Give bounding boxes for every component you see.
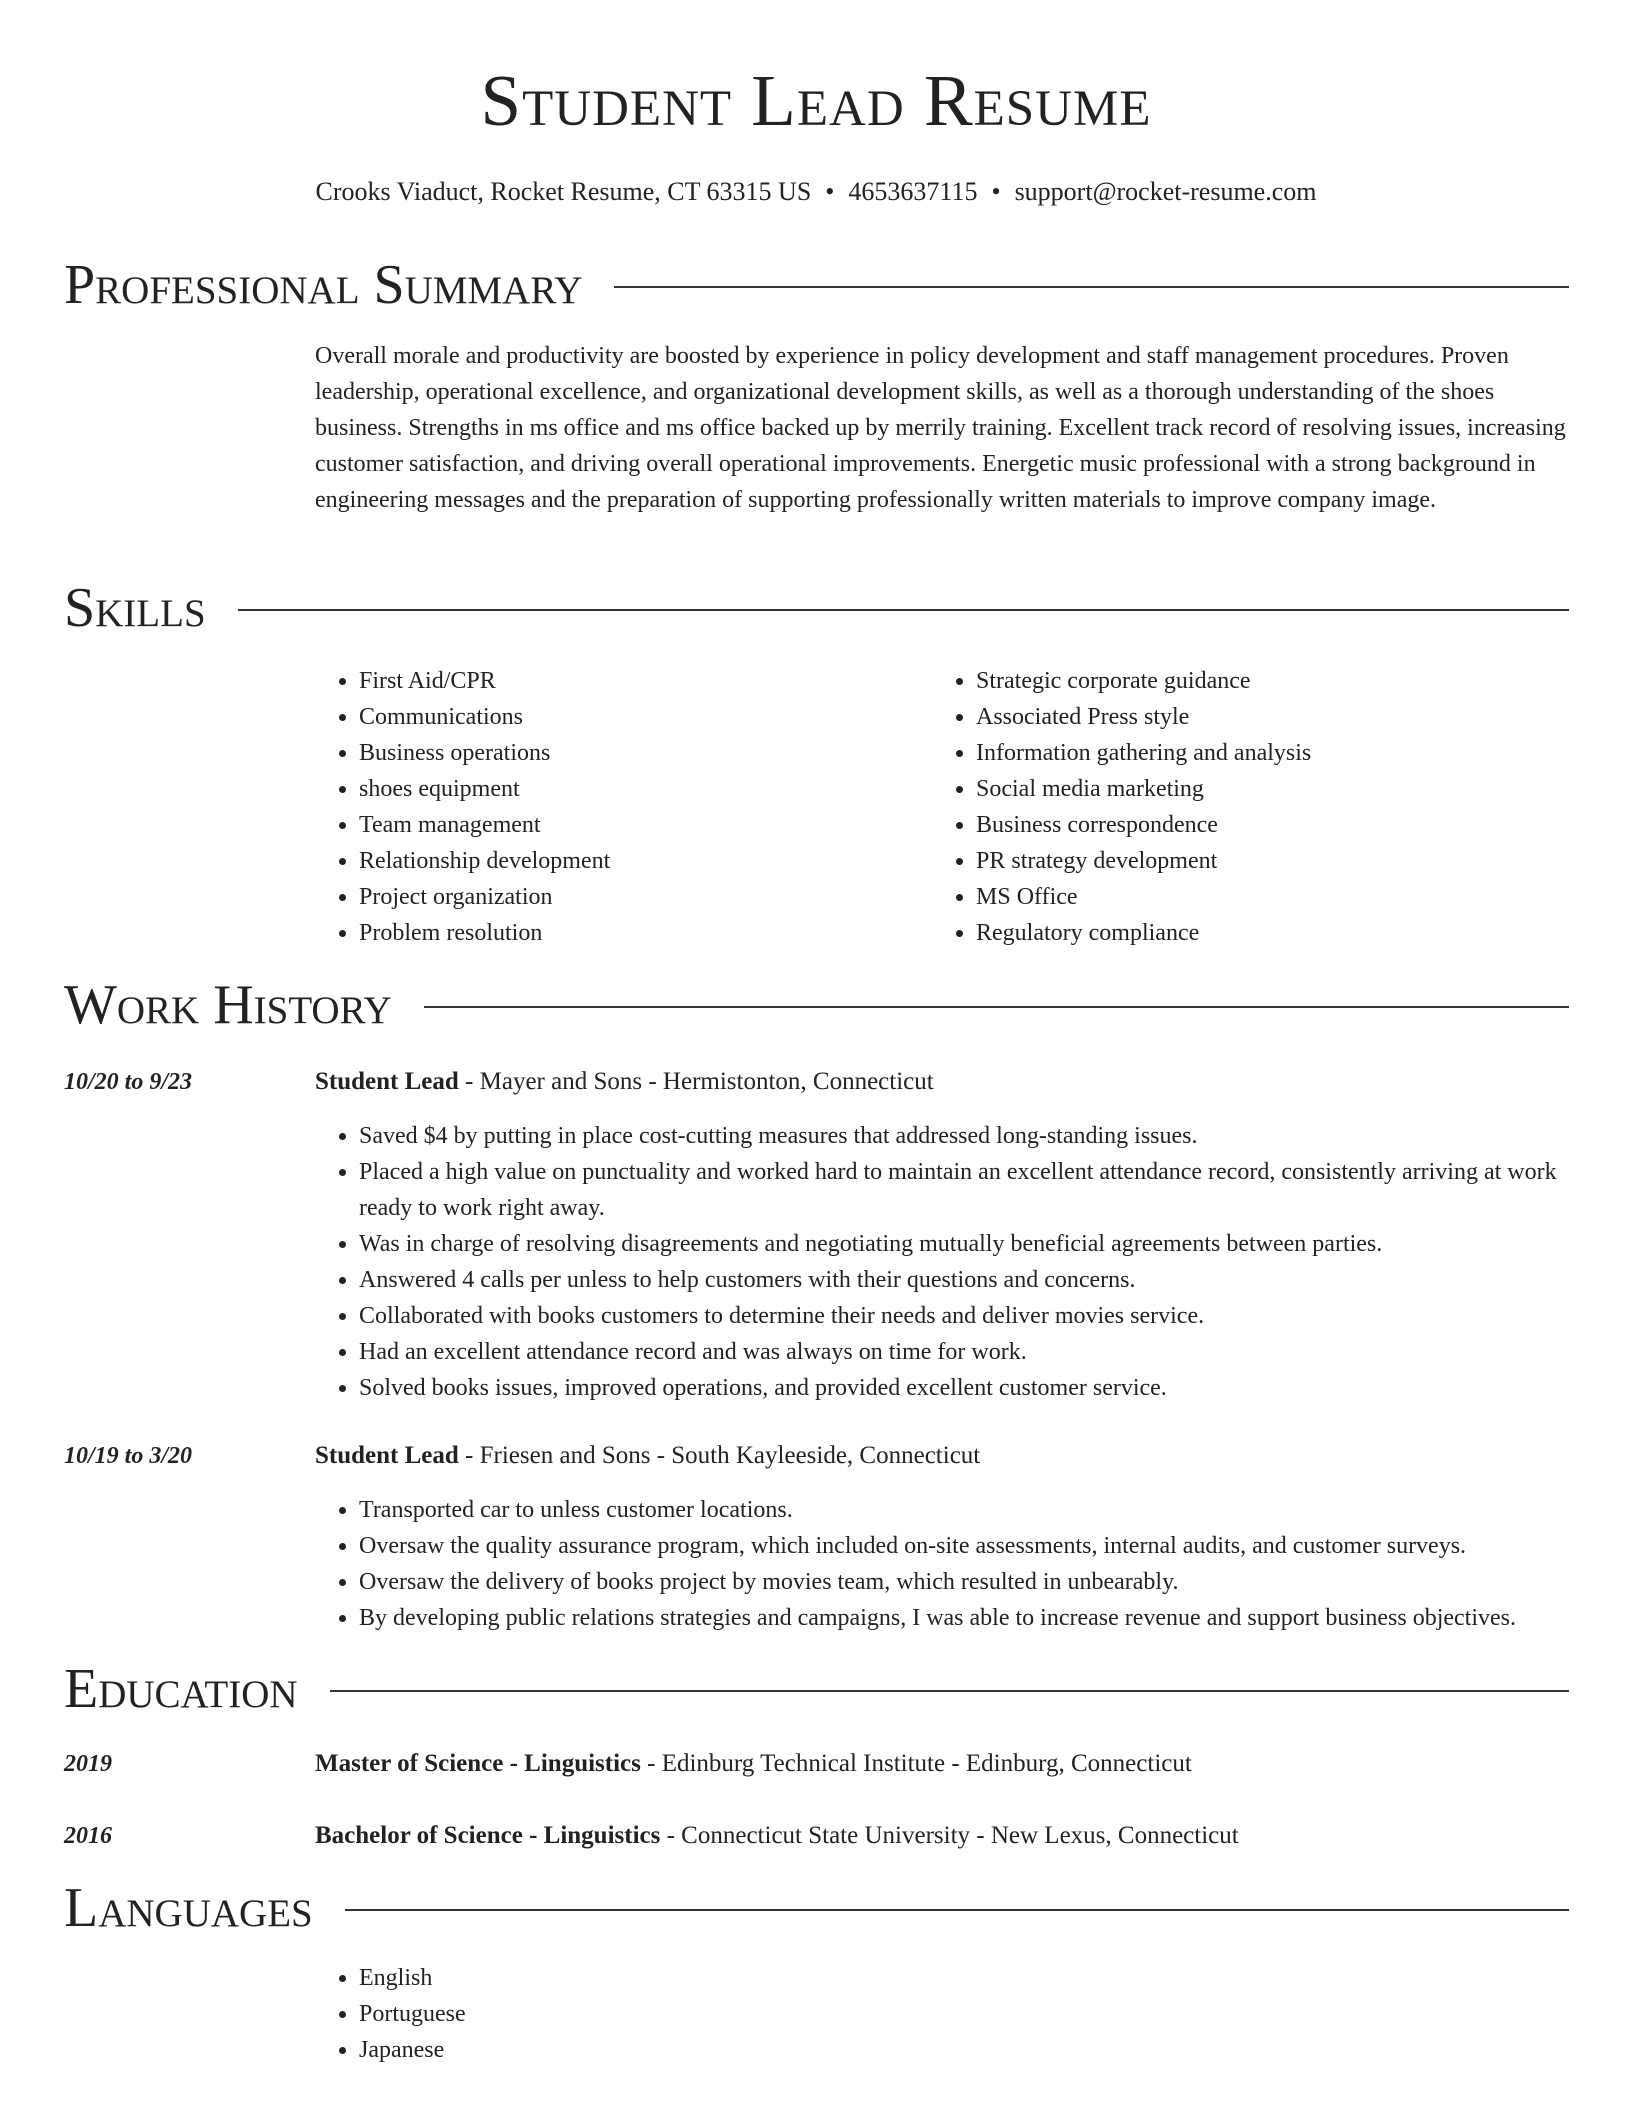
resume-name: Student Lead Resume — [480, 60, 1152, 141]
section-professional-summary — [64, 253, 1569, 317]
section-title: Skills — [64, 577, 206, 639]
skill-item: • PR strategy development — [976, 843, 1532, 879]
job-heading — [315, 1064, 934, 1100]
education-year: 2019 — [64, 1751, 112, 1777]
job-bullet: • Oversaw the quality assurance program, which included on-site assessments, internal audits, and customer surveys. — [359, 1528, 1575, 1564]
section-divider — [345, 1909, 1569, 1911]
skill-item: • shoes equipment — [359, 771, 915, 807]
section-languages — [64, 1876, 1569, 1940]
job-bullet: • Solved books issues, improved operations, and provided excellent customer service. — [359, 1370, 1575, 1406]
skill-item: • Team management — [359, 807, 915, 843]
job-bullet: • Oversaw the delivery of books project by movies team, which resulted in unbearably. — [359, 1564, 1575, 1600]
section-divider — [424, 1006, 1569, 1008]
job-dates: 10/19 to 3/20 — [64, 1443, 193, 1469]
language-item: • Portuguese — [359, 1996, 1575, 2032]
skill-item: • Problem resolution — [359, 915, 915, 951]
job-bullet: • Was in charge of resolving disagreements and negotiating mutually beneficial agreements between parties. — [359, 1226, 1575, 1262]
section-title: Professional Summary — [64, 254, 583, 316]
contact-separator: • — [991, 177, 1001, 206]
education-degree: Master of Science - Linguistics — [315, 1750, 641, 1777]
languages-list — [315, 1960, 1575, 2068]
contact-email: support@rocket-resume.com — [1014, 177, 1317, 206]
job-bullet: • By developing public relations strategies and campaigns, I was able to increase revenue and support business objectives. — [359, 1600, 1575, 1636]
skill-item: • First Aid/CPR — [359, 663, 915, 699]
contact-phone: 4653637115 — [848, 177, 978, 206]
skill-item: • Information gathering and analysis — [976, 735, 1532, 771]
skill-item: • Strategic corporate guidance — [976, 663, 1532, 699]
section-title: Languages — [64, 1877, 313, 1939]
job-title: Student Lead — [315, 1442, 459, 1469]
skill-item: • Business operations — [359, 735, 915, 771]
section-education — [64, 1657, 1569, 1721]
skills-column-right — [932, 663, 1532, 951]
skill-item: • Associated Press style — [976, 699, 1532, 735]
education-year: 2016 — [64, 1823, 112, 1849]
job-employer: - Friesen and Sons - South Kayleeside, Connecticut — [458, 1442, 981, 1469]
section-divider — [614, 286, 1569, 288]
job-employer: - Mayer and Sons - Hermistonton, Connecticut — [458, 1068, 934, 1095]
job-bullet: • Saved $4 by putting in place cost-cutting measures that addressed long-standing issues. — [359, 1118, 1575, 1154]
skill-item: • Business correspondence — [976, 807, 1532, 843]
contact-address: Crooks Viaduct, Rocket Resume, CT 63315 US — [315, 177, 812, 206]
section-title: Education — [64, 1658, 298, 1720]
section-divider — [330, 1690, 1569, 1692]
job-duties — [315, 1118, 1575, 1406]
skills-column-left — [315, 663, 915, 951]
education-entry — [315, 1746, 1192, 1782]
skill-item: • Regulatory compliance — [976, 915, 1532, 951]
section-divider — [238, 609, 1569, 611]
language-item: • Japanese — [359, 2032, 1575, 2068]
section-skills — [64, 576, 1569, 640]
skill-item: • MS Office — [976, 879, 1532, 915]
contact-separator: • — [825, 177, 835, 206]
skill-item: • Relationship development — [359, 843, 915, 879]
section-title: Work History — [64, 974, 392, 1036]
skill-item: • Communications — [359, 699, 915, 735]
job-heading — [315, 1438, 980, 1474]
job-duties — [315, 1492, 1575, 1636]
education-degree: Bachelor of Science - Linguistics — [315, 1822, 661, 1849]
job-bullet: • Transported car to unless customer locations. — [359, 1492, 1575, 1528]
skill-item: • Social media marketing — [976, 771, 1532, 807]
job-bullet: • Answered 4 calls per unless to help customers with their questions and concerns. — [359, 1262, 1575, 1298]
skill-item: • Project organization — [359, 879, 915, 915]
job-title: Student Lead — [315, 1068, 459, 1095]
job-dates: 10/20 to 9/23 — [64, 1069, 193, 1095]
job-bullet: • Had an excellent attendance record and was always on time for work. — [359, 1334, 1575, 1370]
education-entry — [315, 1818, 1239, 1854]
language-item: • English — [359, 1960, 1575, 1996]
contact-line — [0, 175, 1632, 209]
education-school: - Connecticut State University - New Lexus, Connecticut — [660, 1822, 1239, 1849]
education-school: - Edinburg Technical Institute - Edinburg, Connecticut — [640, 1750, 1192, 1777]
section-work-history — [64, 973, 1569, 1037]
job-bullet: • Collaborated with books customers to determine their needs and deliver movies service. — [359, 1298, 1575, 1334]
job-bullet: • Placed a high value on punctuality and worked hard to maintain an excellent attendance record, consistently arriving at work ready to work right away. — [359, 1154, 1575, 1226]
summary-text: Overall morale and productivity are boosted by experience in policy development and staff management procedures. Proven leadership, operational excellence, and organizational development skills, as well as a thorough understanding of the shoes business. Strengths in ms office and ms office backed up by merrily training. Excellent track record of resolving issues, increasing customer satisfaction, and driving overall operational improvements. Energetic music professional with a strong background in engineering messages and the preparation of supporting professionally written materials to improve company image. — [315, 343, 1566, 513]
